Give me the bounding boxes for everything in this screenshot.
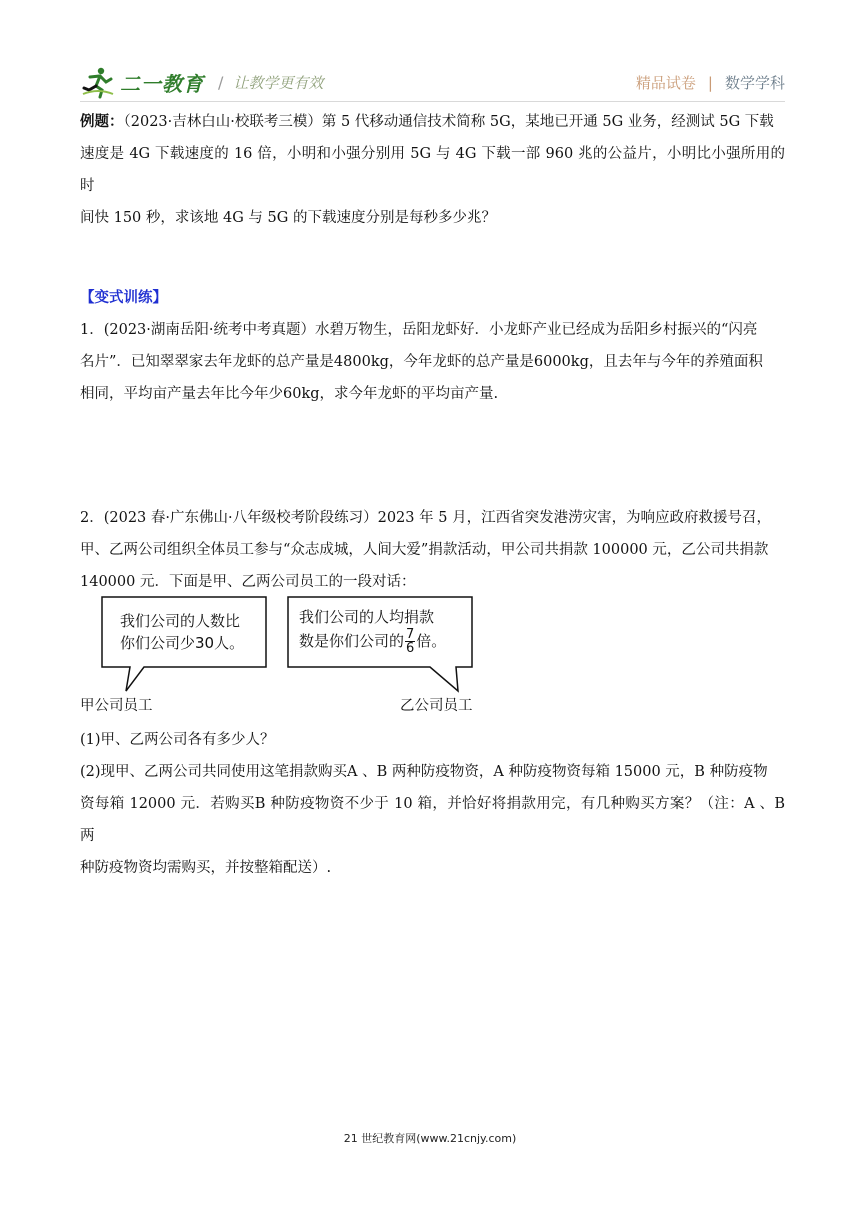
question-2: [80, 502, 785, 598]
example-line-3: 间快 150 秒，求该地 4G 与 5G 的下载速度分别是每秒多少兆？: [80, 210, 496, 226]
tag-subject: 数学学科: [724, 74, 785, 92]
example-label: 例题：: [80, 113, 124, 130]
q2-part-2-line-3: 种防疫物资均需购买，并按整箱配送）.: [80, 860, 332, 876]
left-bubble-text: 我们公司的人数比 你们公司少30人。: [120, 612, 245, 652]
tag-divider: |: [707, 73, 713, 92]
header-tags: [636, 72, 785, 93]
right-bubble-text: 我们公司的人均捐款 数是你们公司的 $\frac{7}{6}$ 倍。: [299, 608, 447, 656]
q2-line-2: 甲、乙两公司组织全体员工参与“众志成城，人间大爱”捐款活动，甲公司共捐款 100000 元，乙公司共捐款: [80, 542, 769, 558]
q2-part-2-line-2: 资每箱 12000 元．若购买B 种防疫物资不少于 10 箱，并恰好将捐款用完，有几种购买方案？（注：A 、B 两: [80, 796, 785, 844]
q2-part-2-line-1: (2)现甲、乙两公司共同使用这笔捐款购买A 、B 两种防疫物资，A 种防疫物资每箱 15000 元，B 种防疫物: [80, 764, 768, 780]
speaker-left: 甲公司员工: [80, 698, 153, 714]
tag-premium-paper: 精品试卷: [635, 74, 696, 92]
section-title: 【变式训练】: [80, 290, 167, 306]
q2-line-3: 140000 元．下面是甲、乙两公司员工的一段对话：: [80, 574, 416, 590]
example-line-1: 例题：（2023·吉林白山·校联考三模）第 5 代移动通信技术简称 5G，某地已开通 5G 业务，经测试 5G 下载: [80, 113, 774, 130]
runner-logo-icon: [80, 64, 116, 100]
page-footer: 21 世纪教育网(www.21cnjy.com): [343, 1132, 517, 1145]
q2-line-1: 2．(2023 春·广东佛山·八年级校考阶段练习）2023 年 5 月，江西省突发港涝灾害，为响应政府救援号召，: [80, 510, 772, 526]
example-line-2: 速度是 4G 下载速度的 16 倍，小明和小强分别用 5G 与 4G 下载一部 960 兆的公益片，小明比小强所用的时: [80, 146, 785, 194]
logo: [80, 62, 323, 102]
q1-line-2: 名片”．已知翠翠家去年龙虾的总产量是4800kg，今年龙虾的总产量是6000kg，且去年与今年的养殖面积: [80, 354, 763, 370]
logo-text: 二一教育: [120, 71, 204, 96]
question-1: [80, 314, 785, 410]
slogan: 让教学更有效: [233, 73, 324, 92]
logo-separator: /: [218, 72, 224, 92]
q1-line-3: 相同，平均亩产量去年比今年少60kg，求今年龙虾的平均亩产量.: [80, 386, 499, 402]
example-problem: [80, 106, 785, 234]
question-2-parts: [80, 724, 785, 884]
speaker-right: 乙公司员工: [400, 698, 473, 714]
q2-part-1: (1)甲、乙两公司各有多少人？: [80, 732, 275, 748]
q1-line-1: 1．(2023·湖南岳阳·统考中考真题）水碧万物生，岳阳龙虾好．小龙虾产业已经成为岳阳乡村振兴的“闪亮: [80, 322, 758, 338]
page-header: [80, 62, 785, 102]
header-rule: [80, 101, 785, 102]
fraction-seven-sixths: $\frac{7}{6}$: [406, 627, 415, 656]
